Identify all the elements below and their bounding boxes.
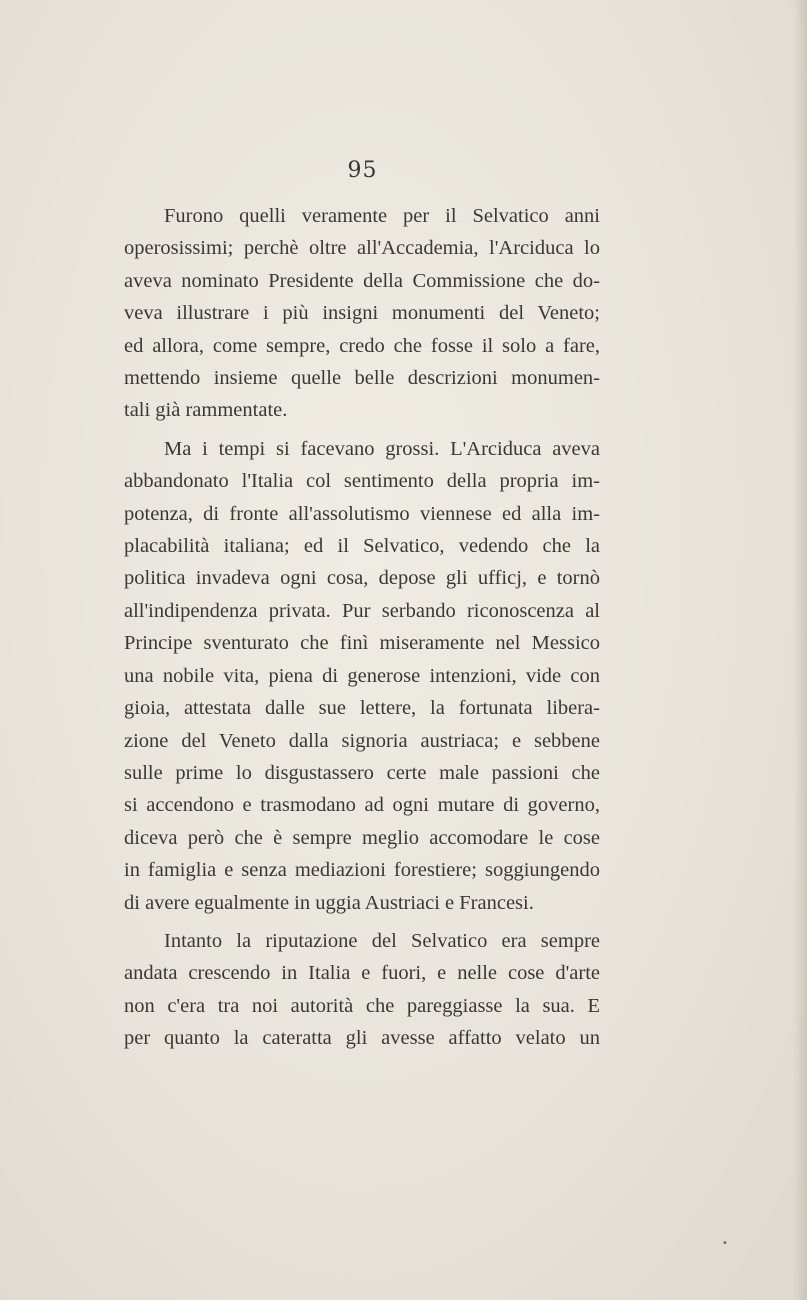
text-line: andata crescendo in Italia e fuori, e nelle cose d'arte <box>124 962 600 985</box>
text-line: per quanto la cateratta gli avesse affatto velato un <box>124 1027 600 1050</box>
text-line: all'indipendenza privata. Pur serbando riconoscenza al <box>124 599 600 622</box>
text-line: aveva nominato Presidente della Commissione che do- <box>124 269 600 292</box>
text-line: potenza, di fronte all'assolutismo viennese ed alla im- <box>124 502 600 525</box>
text-line: non c'era tra noi autorità che pareggiasse la sua. E <box>124 994 600 1017</box>
text-line: diceva però che è sempre meglio accomodare le cose <box>124 826 600 849</box>
text-line: operosissimi; perchè oltre all'Accademia, l'Arciduca lo <box>124 237 600 260</box>
text-line: una nobile vita, piena di generose intenzioni, vide con <box>124 664 600 687</box>
text-line: placabilità italiana; ed il Selvatico, vedendo che la <box>124 535 600 558</box>
text-line: gioia, attestata dalle sue lettere, la fortunata libera- <box>124 697 600 720</box>
text-line: tali già rammentate. <box>124 399 288 422</box>
text-line: Furono quelli veramente per il Selvatico anni <box>164 205 600 227</box>
page-number: 95 <box>347 158 378 183</box>
text-line: di avere egualmente in uggia Austriaci e Francesi. <box>124 891 534 914</box>
paragraph-2 <box>124 433 600 919</box>
text-line: abbandonato l'Italia col sentimento della propria im- <box>124 470 600 493</box>
page-edge-shadow <box>793 0 807 1300</box>
text-line: mettendo insieme quelle belle descrizioni monumen- <box>124 367 600 390</box>
text-line: si accendono e trasmodano ad ogni mutare di governo, <box>124 794 600 817</box>
text-line: Principe sventurato che finì miseramente nel Messico <box>124 632 600 655</box>
body-text <box>124 200 600 1055</box>
text-line: sulle prime lo disgustassero certe male passioni che <box>124 761 600 784</box>
text-line: Intanto la riputazione del Selvatico era sempre <box>164 929 600 952</box>
text-line: veva illustrare i più insigni monumenti del Veneto; <box>124 302 600 325</box>
text-line: zione del Veneto dalla signoria austriaca; e sebbene <box>124 729 600 752</box>
paragraph-1 <box>124 200 600 427</box>
paragraph-3 <box>124 925 600 1055</box>
text-line: politica invadeva ogni cosa, depose gli ufficj, e tornò <box>124 567 600 590</box>
paper-speck: • <box>722 1238 728 1249</box>
text-line: Ma i tempi si facevano grossi. L'Arciduca aveva <box>164 437 600 460</box>
text-line: ed allora, come sempre, credo che fosse il solo a fare, <box>124 334 600 357</box>
text-line: in famiglia e senza mediazioni forestiere; soggiungendo <box>124 859 600 882</box>
